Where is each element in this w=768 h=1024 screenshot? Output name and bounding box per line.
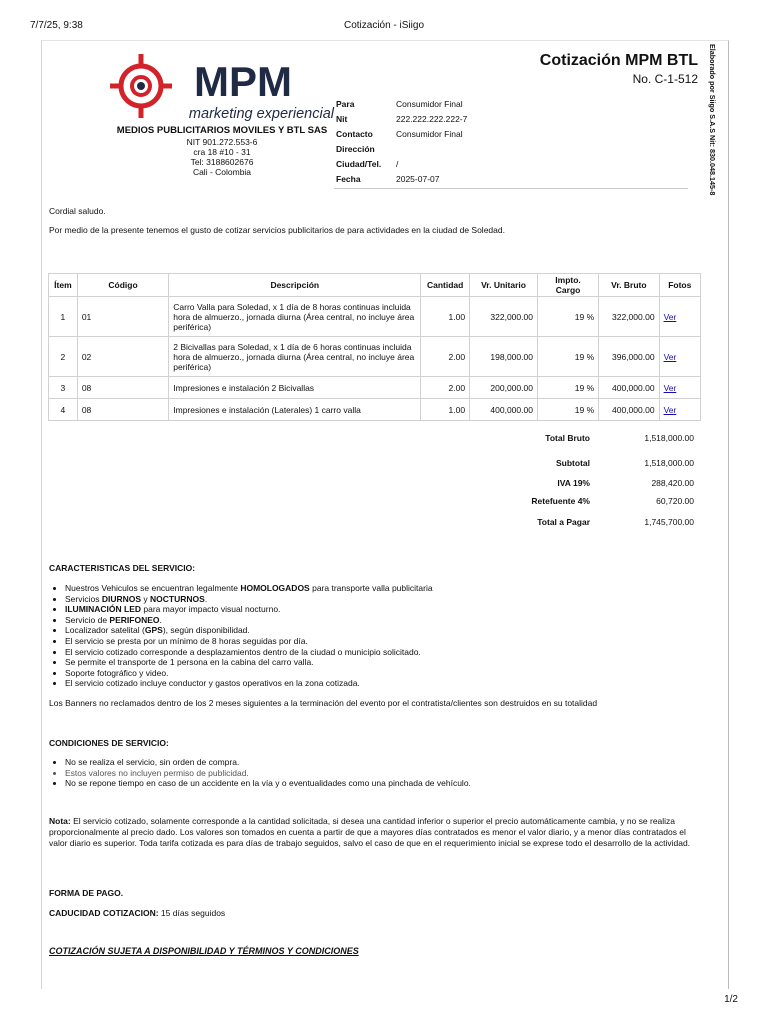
company-city: Cali - Colombia xyxy=(192,167,252,177)
list-item-text: para transporte valla publicitaria xyxy=(309,583,433,593)
list-item-text: El servicio cotizado corresponde a desplazamientos dentro de la ciudad o municipio solicitado. xyxy=(65,646,421,657)
list-item-text: Soporte fotográfico y video. xyxy=(65,667,169,678)
list-item-text: GPS xyxy=(144,625,163,636)
cell-code: 02 xyxy=(77,337,168,377)
cell-photos xyxy=(659,399,700,421)
client-value: 2025-07-07 xyxy=(396,173,440,184)
validity-value: 15 días seguidos xyxy=(158,908,226,918)
list-item: • No se repone tiempo en caso de un accidente en la vía y o eventualidades como una pinchada de vehículo. xyxy=(65,778,471,789)
note-text: El servicio cotizado, solamente corresponde a la cantidad solicitada, si desea una cantidad inferior o superior el precio automáticamente cambia, y no se realiza proporcionalmente al precio dado. Los valores son tomados en cuenta a partir de que a mayores días contratados es menor el valor diario, y a menor días contratados el valor diario es superior. Toda tarifa cotizada es para días de trabajo seguidos, salvo el caso de que en el requerimiento inicial se exprese todo el desarrollo de la actividad. xyxy=(49,816,691,848)
characteristics-title: CARACTERISTICAS DEL SERVICIO: xyxy=(49,563,196,573)
client-label: Nit xyxy=(336,113,348,124)
cell-tax: 19 % xyxy=(537,337,598,377)
column-header: Cantidad xyxy=(421,274,470,297)
total-value: 288,420.00 xyxy=(651,478,694,488)
vertical-provider-text: Elaborado por Siigo S.A.S Nit: 830.048.145-8 xyxy=(708,44,717,196)
total-row xyxy=(480,458,700,472)
page-number: 1/2 xyxy=(724,994,738,1005)
list-item xyxy=(65,594,433,605)
cell-description: Impresiones e instalación (Laterales) 1 carro valla xyxy=(169,399,421,421)
view-photo-link[interactable]: Ver xyxy=(663,351,677,362)
cell-tax: 19 % xyxy=(537,377,598,399)
table-row xyxy=(49,297,701,337)
total-value: 60,720.00 xyxy=(656,496,694,506)
column-header: Vr. Bruto xyxy=(599,274,659,297)
total-row xyxy=(480,496,700,510)
footer-disclaimer: COTIZACIÓN SUJETA A DISPONIBILIDAD Y TÉRMINOS Y CONDICIONES xyxy=(49,946,359,956)
print-title: Cotización - iSiigo xyxy=(343,20,425,31)
list-item xyxy=(65,668,433,679)
column-header: Fotos xyxy=(659,274,700,297)
cell-item: 1 xyxy=(49,297,78,337)
list-item-text: El servicio cotizado incluye conductor y gastos operativos en la zona cotizada. xyxy=(65,678,360,689)
cell-gross: 400,000.00 xyxy=(599,377,659,399)
cell-quantity: 1.00 xyxy=(421,297,470,337)
list-item xyxy=(65,636,433,647)
cell-unit-price: 198,000.00 xyxy=(470,337,538,377)
cell-description: Impresiones e instalación 2 Bicivallas xyxy=(169,377,421,399)
company-nit: NIT 901.272.553-6 xyxy=(186,137,258,147)
company-info xyxy=(108,125,336,177)
intro-text: Por medio de la presente tenemos el gusto de cotizar servicios publicitarios de para actividades en la ciudad de Soledad. xyxy=(49,225,505,235)
list-item-text: PERIFONEO xyxy=(109,614,160,625)
cell-gross: 396,000.00 xyxy=(599,337,659,377)
list-item xyxy=(65,615,433,626)
cell-item: 2 xyxy=(49,337,78,377)
list-item-text: NOCTURNOS xyxy=(150,593,205,604)
client-row xyxy=(334,156,469,171)
validity xyxy=(49,908,225,918)
cell-photos xyxy=(659,377,700,399)
cell-code: 01 xyxy=(77,297,168,337)
note-label: Nota: xyxy=(49,816,71,826)
company-name: MEDIOS PUBLICITARIOS MOVILES Y BTL SAS xyxy=(116,125,328,136)
list-item-text: . xyxy=(204,593,208,604)
conditions-title: CONDICIONES DE SERVICIO: xyxy=(49,738,169,748)
note-paragraph xyxy=(49,816,701,849)
list-item xyxy=(65,604,433,615)
list-item: • Estos valores no incluyen permiso de publicidad. xyxy=(65,768,471,779)
column-header: Vr. Unitario xyxy=(470,274,538,297)
cell-quantity: 1.00 xyxy=(421,399,470,421)
view-photo-link[interactable]: Ver xyxy=(663,404,677,415)
list-item-text: Localizador satelital ( xyxy=(65,625,145,636)
list-item-text: y xyxy=(141,593,151,604)
total-row xyxy=(480,433,700,447)
payment-form: FORMA DE PAGO. xyxy=(49,888,124,898)
list-item-text: ILUMINACIÓN LED xyxy=(65,604,142,615)
client-value xyxy=(394,141,469,156)
client-value: Consumidor Final xyxy=(396,128,463,139)
total-row xyxy=(480,517,700,531)
column-header: Ítem xyxy=(49,274,78,297)
client-label: Dirección xyxy=(336,143,375,154)
target-icon xyxy=(110,54,172,118)
list-item-text: Servicios xyxy=(65,593,102,604)
quote-number: No. C-1-512 xyxy=(632,72,698,86)
company-logo xyxy=(108,52,336,124)
total-label: Subtotal xyxy=(556,458,590,468)
client-row xyxy=(334,171,469,186)
conditions-list xyxy=(49,757,471,789)
list-item-text: . xyxy=(159,614,162,625)
list-item xyxy=(65,678,433,689)
cell-quantity: 2.00 xyxy=(421,337,470,377)
total-value: 1,518,000.00 xyxy=(644,433,694,443)
banners-note: Los Banners no reclamados dentro de los 2 meses siguientes a la terminación del evento por el contratista/clientes son destruidos en su totalidad xyxy=(49,698,598,708)
client-value: 222.222.222.222-7 xyxy=(396,113,468,124)
list-item-text: para mayor impacto visual nocturno. xyxy=(141,604,281,615)
list-item-text: DIURNOS xyxy=(101,593,142,604)
validity-label: CADUCIDAD COTIZACION: xyxy=(49,908,159,918)
cell-item: 4 xyxy=(49,399,78,421)
cell-unit-price: 200,000.00 xyxy=(470,377,538,399)
list-item: • No se realiza el servicio, sin orden de compra. xyxy=(65,757,471,768)
table-row xyxy=(49,337,701,377)
quote-title: Cotización MPM BTL xyxy=(539,52,698,69)
total-row xyxy=(480,478,700,492)
cell-gross: 400,000.00 xyxy=(599,399,659,421)
client-label: Para xyxy=(336,98,355,109)
list-item-text: El servicio se presta por un mínimo de 8 horas seguidas por día. xyxy=(65,635,308,646)
cell-unit-price: 322,000.00 xyxy=(470,297,538,337)
cell-description: Carro Valla para Soledad, x 1 día de 8 horas continuas incluida hora de almuerzo., jornada diurna (Área central, no incluye área periférica) xyxy=(169,297,421,337)
logo-tagline: marketing experiencial xyxy=(188,106,334,122)
total-label: Total a Pagar xyxy=(537,517,590,527)
cell-item: 3 xyxy=(49,377,78,399)
column-header: Impto. Cargo xyxy=(537,274,598,297)
table-row xyxy=(49,399,701,421)
list-item-text: Nuestros Vehiculos se encuentran legalmente xyxy=(65,583,241,593)
list-item xyxy=(65,583,433,594)
column-header: Descripción xyxy=(169,274,421,297)
print-date: 7/7/25, 9:38 xyxy=(30,20,83,31)
cell-tax: 19 % xyxy=(537,399,598,421)
cell-photos xyxy=(659,297,700,337)
list-item-text: HOMOLOGADOS xyxy=(240,583,310,593)
characteristics-list xyxy=(49,583,433,689)
cell-unit-price: 400,000.00 xyxy=(470,399,538,421)
company-address: cra 18 #10 - 31 xyxy=(193,147,251,157)
table-row xyxy=(49,377,701,399)
client-row xyxy=(334,96,469,111)
client-value: / xyxy=(396,158,399,169)
total-label: Retefuente 4% xyxy=(531,496,590,506)
client-label: Fecha xyxy=(336,173,361,184)
client-row xyxy=(334,126,469,141)
list-item xyxy=(65,657,433,668)
total-value: 1,745,700.00 xyxy=(644,517,694,527)
client-row xyxy=(334,141,469,156)
greeting: Cordial saludo. xyxy=(49,206,106,216)
cell-tax: 19 % xyxy=(537,297,598,337)
list-item-text: Servicio de xyxy=(65,614,110,625)
client-info xyxy=(334,96,688,189)
column-header: Código xyxy=(77,274,168,297)
cell-description: 2 Bicivallas para Soledad, x 1 día de 6 horas continuas incluida hora de almuerzo., jornada diurna (Área central, no incluye área periférica) xyxy=(169,337,421,377)
view-photo-link[interactable]: Ver xyxy=(663,311,677,322)
cell-gross: 322,000.00 xyxy=(599,297,659,337)
client-value: Consumidor Final xyxy=(396,98,463,109)
logo-wordmark: MPM xyxy=(194,58,292,105)
total-label: Total Bruto xyxy=(545,433,590,443)
company-tel: Tel: 3188602676 xyxy=(190,157,254,167)
client-row xyxy=(334,111,469,126)
list-item xyxy=(65,625,433,636)
cell-quantity: 2.00 xyxy=(421,377,470,399)
client-label: Contacto xyxy=(336,128,373,139)
list-item xyxy=(65,647,433,658)
total-value: 1,518,000.00 xyxy=(644,458,694,468)
view-photo-link[interactable]: Ver xyxy=(663,382,677,393)
cell-code: 08 xyxy=(77,377,168,399)
list-item-text: ), según disponibilidad. xyxy=(162,625,250,636)
items-table xyxy=(48,273,701,421)
cell-photos xyxy=(659,337,700,377)
list-item-text: Se permite el transporte de 1 persona en la cabina del carro valla. xyxy=(65,657,314,668)
cell-code: 08 xyxy=(77,399,168,421)
total-label: IVA 19% xyxy=(557,478,590,488)
client-label: Ciudad/Tel. xyxy=(336,158,382,169)
